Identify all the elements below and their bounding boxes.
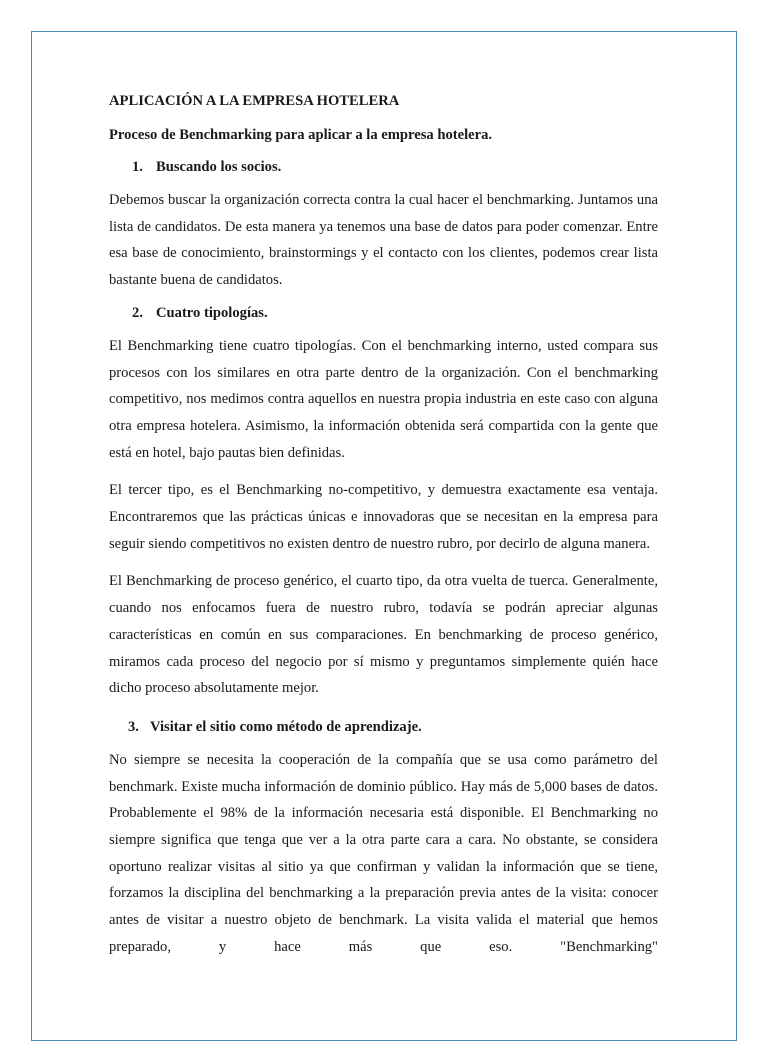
section-title: Cuatro tipologías. — [156, 304, 268, 321]
section-heading-3 — [109, 714, 658, 740]
section-number: 1. — [132, 159, 143, 175]
paragraph: No siempre se necesita la cooperación de la compañía que se usa como parámetro del benchmark. Existe mucha información de dominio público. Hay más de 5,000 bases de datos. Probablemente el 98% de la información necesaria está disponible. El Benchmarking no siempre significa que tenga que ver a la otra parte cara a cara. No obstante, se considera oportuno realizar visitas al sitio ya que confirman y validan la información que se tiene, forzamos la disciplina del benchmarking a la preparación previa antes de la visita: conocer antes de visitar a nuestro objeto de benchmark. La visita valida el material que hemos preparado, y hace más que eso. "Benchmarking" — [109, 751, 658, 955]
section-title: Buscando los socios. — [156, 159, 282, 175]
paragraph: El Benchmarking de proceso genérico, el cuarto tipo, da otra vuelta de tuerca. Generalmente, cuando nos enfocamos fuera de nuestro rubro, todavía se podrán apreciar algunas características en común en sus comparaciones. En benchmarking de proceso genérico, miramos cada proceso del negocio por sí mismo y preguntamos simplemente quién hace dicho proceso absolutamente mejor. — [109, 573, 658, 697]
section-number: 2. — [132, 304, 143, 321]
document-subtitle: Proceso de Benchmarking para aplicar a la empresa hotelera. — [109, 127, 493, 143]
document-body — [109, 88, 658, 961]
paragraph: El tercer tipo, es el Benchmarking no-competitivo, y demuestra exactamente esa ventaja. Encontraremos que las prácticas únicas e innovadoras que se necesitan en la empresa para seguir siendo competitivos no existen dentro de nuestro rubro, por decirlo de alguna manera. — [109, 482, 658, 552]
document-title: APLICACIÓN A LA EMPRESA HOTELERA — [109, 93, 400, 109]
section-heading-1 — [109, 154, 658, 180]
section-title: Visitar el sitio como método de aprendizaje. — [150, 718, 422, 735]
section-number: 3. — [128, 718, 139, 735]
paragraph: El Benchmarking tiene cuatro tipologías. Con el benchmarking interno, usted compara sus procesos con los similares en otra parte dentro de la organización. Con el benchmarking competitivo, nos medimos contra aquellos en nuestra propia industria en este caso con alguna otra empresa hotelera. Asimismo, la información obtenida será compartida con la gente que está en hotel, bajo pautas bien definidas. — [109, 337, 658, 461]
section-heading-2 — [109, 300, 658, 326]
paragraph: Debemos buscar la organización correcta contra la cual hacer el benchmarking. Juntamos una lista de candidatos. De esta manera ya tenemos una base de datos para poder comenzar. Entre esa base de conocimiento, brainstormings y el contacto con los clientes, podemos crear lista bastante buena de candidatos. — [109, 192, 658, 289]
